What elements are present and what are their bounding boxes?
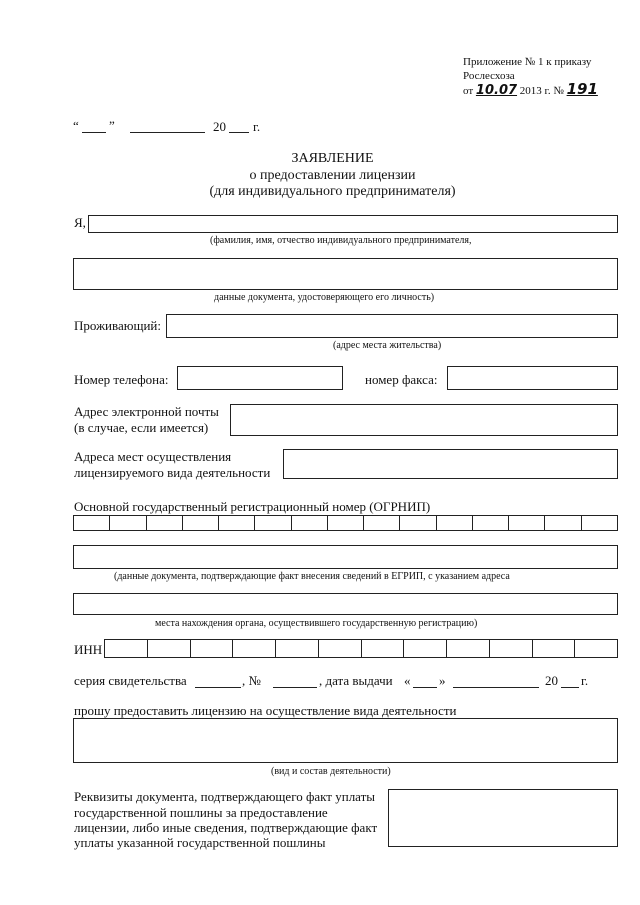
identity-document-caption: данные документа, удостоверяющего его личность): [214, 292, 435, 303]
email-label-1: Адрес электронной почты: [74, 404, 219, 419]
identity-document-input[interactable]: [73, 258, 618, 290]
email-input[interactable]: [230, 404, 618, 436]
residence-input[interactable]: [166, 314, 618, 338]
fax-input[interactable]: [447, 366, 618, 390]
cert-series-label: серия свидетельства: [74, 673, 187, 688]
activity-places-input[interactable]: [283, 449, 618, 479]
cert-close-quote: »: [439, 673, 446, 688]
cert-number-label: , №: [242, 673, 261, 688]
ogrnip-digit-cell[interactable]: [328, 516, 364, 530]
inn-label: ИНН: [74, 642, 103, 657]
cert-open-quote: «: [404, 673, 411, 688]
appendix-line-1: Приложение № 1 к приказу: [463, 56, 592, 68]
places-label-2: лицензируемого вида деятельности: [74, 465, 271, 480]
ogrnip-cells[interactable]: [73, 515, 618, 531]
ogrnip-digit-cell[interactable]: [400, 516, 436, 530]
phone-label: Номер телефона:: [74, 372, 169, 387]
date-close-quote: ”: [109, 118, 115, 133]
ogrnip-label: Основной государственный регистрационный номер (ОГРНИП): [74, 499, 431, 514]
date-year-blank[interactable]: [229, 132, 249, 133]
inn-digit-cell[interactable]: [105, 640, 148, 657]
inn-digit-cell[interactable]: [362, 640, 405, 657]
date-year-suffix: г.: [253, 119, 261, 134]
date-century: 20: [213, 119, 226, 134]
ogrnip-digit-cell[interactable]: [509, 516, 545, 530]
inn-digit-cell[interactable]: [191, 640, 234, 657]
ya-label: Я,: [74, 215, 86, 230]
inn-digit-cell[interactable]: [233, 640, 276, 657]
ogrnip-digit-cell[interactable]: [74, 516, 110, 530]
cert-day-blank[interactable]: [413, 687, 437, 688]
appendix-date-handwritten: 10.07: [475, 83, 518, 98]
cert-series-blank[interactable]: [195, 687, 241, 688]
cert-year-blank[interactable]: [561, 687, 579, 688]
date-open-quote: “: [73, 118, 79, 133]
inn-cells[interactable]: [104, 639, 618, 658]
cert-century: 20: [545, 673, 558, 688]
form-subtitle-2: (для индивидуального предпринимателя): [209, 184, 456, 199]
activity-caption: (вид и состав деятельности): [271, 766, 391, 777]
ogrnip-digit-cell[interactable]: [545, 516, 581, 530]
cert-year-suffix: г.: [581, 673, 589, 688]
email-label-2: (в случае, если имеется): [74, 420, 209, 435]
ogrnip-digit-cell[interactable]: [364, 516, 400, 530]
inn-digit-cell[interactable]: [533, 640, 576, 657]
inn-digit-cell[interactable]: [447, 640, 490, 657]
fee-label-4: уплаты указанной государственной пошлины: [74, 835, 326, 850]
request-label: прошу предоставить лицензию на осуществление вида деятельности: [74, 703, 457, 718]
ogrnip-digit-cell[interactable]: [219, 516, 255, 530]
ogrnip-digit-cell[interactable]: [147, 516, 183, 530]
activity-type-input[interactable]: [73, 718, 618, 763]
appendix-line-3: [463, 80, 598, 98]
cert-month-blank[interactable]: [453, 687, 539, 688]
cert-number-blank[interactable]: [273, 687, 317, 688]
inn-digit-cell[interactable]: [148, 640, 191, 657]
fee-label-3: лицензии, либо иные сведения, подтверждающие факт: [74, 820, 378, 835]
form-subtitle-1: о предоставлении лицензии: [249, 168, 416, 183]
inn-digit-cell[interactable]: [319, 640, 362, 657]
phone-input[interactable]: [177, 366, 343, 390]
ogrnip-digit-cell[interactable]: [110, 516, 146, 530]
fee-details-input[interactable]: [388, 789, 618, 847]
ogrnip-digit-cell[interactable]: [292, 516, 328, 530]
appendix-year-number-label: 2013 г. №: [519, 85, 564, 97]
inn-digit-cell[interactable]: [490, 640, 533, 657]
fio-caption: (фамилия, имя, отчество индивидуального предпринимателя,: [210, 235, 472, 246]
ogrnip-digit-cell[interactable]: [255, 516, 291, 530]
egrip-caption: (данные документа, подтверждающие факт внесения сведений в ЕГРИП, с указанием адреса: [114, 571, 510, 582]
appendix-from-label: от: [463, 85, 474, 97]
residence-caption: (адрес места жительства): [333, 340, 442, 351]
fee-label-1: Реквизиты документа, подтверждающего факт уплаты: [74, 789, 376, 804]
cert-date-label: , дата выдачи: [319, 673, 393, 688]
fax-label: номер факса:: [365, 372, 438, 387]
ogrnip-digit-cell[interactable]: [473, 516, 509, 530]
registration-authority-caption: места нахождения органа, осуществившего государственную регистрацию): [155, 618, 478, 629]
ogrnip-digit-cell[interactable]: [582, 516, 617, 530]
date-month-blank[interactable]: [130, 132, 205, 133]
ogrnip-digit-cell[interactable]: [437, 516, 473, 530]
appendix-line-2: Рослесхоза: [463, 70, 515, 82]
fee-label-2: государственной пошлины за предоставление: [74, 805, 328, 820]
date-day-blank[interactable]: [82, 132, 106, 133]
egrip-document-input[interactable]: [73, 545, 618, 569]
fio-input[interactable]: [88, 215, 618, 233]
residing-label: Проживающий:: [74, 318, 161, 333]
form-title: ЗАЯВЛЕНИЕ: [291, 151, 374, 166]
inn-digit-cell[interactable]: [575, 640, 617, 657]
inn-digit-cell[interactable]: [276, 640, 319, 657]
places-label-1: Адреса мест осуществления: [74, 449, 232, 464]
appendix-number-handwritten: 191: [566, 80, 598, 98]
registration-authority-input[interactable]: [73, 593, 618, 615]
inn-digit-cell[interactable]: [404, 640, 447, 657]
ogrnip-digit-cell[interactable]: [183, 516, 219, 530]
